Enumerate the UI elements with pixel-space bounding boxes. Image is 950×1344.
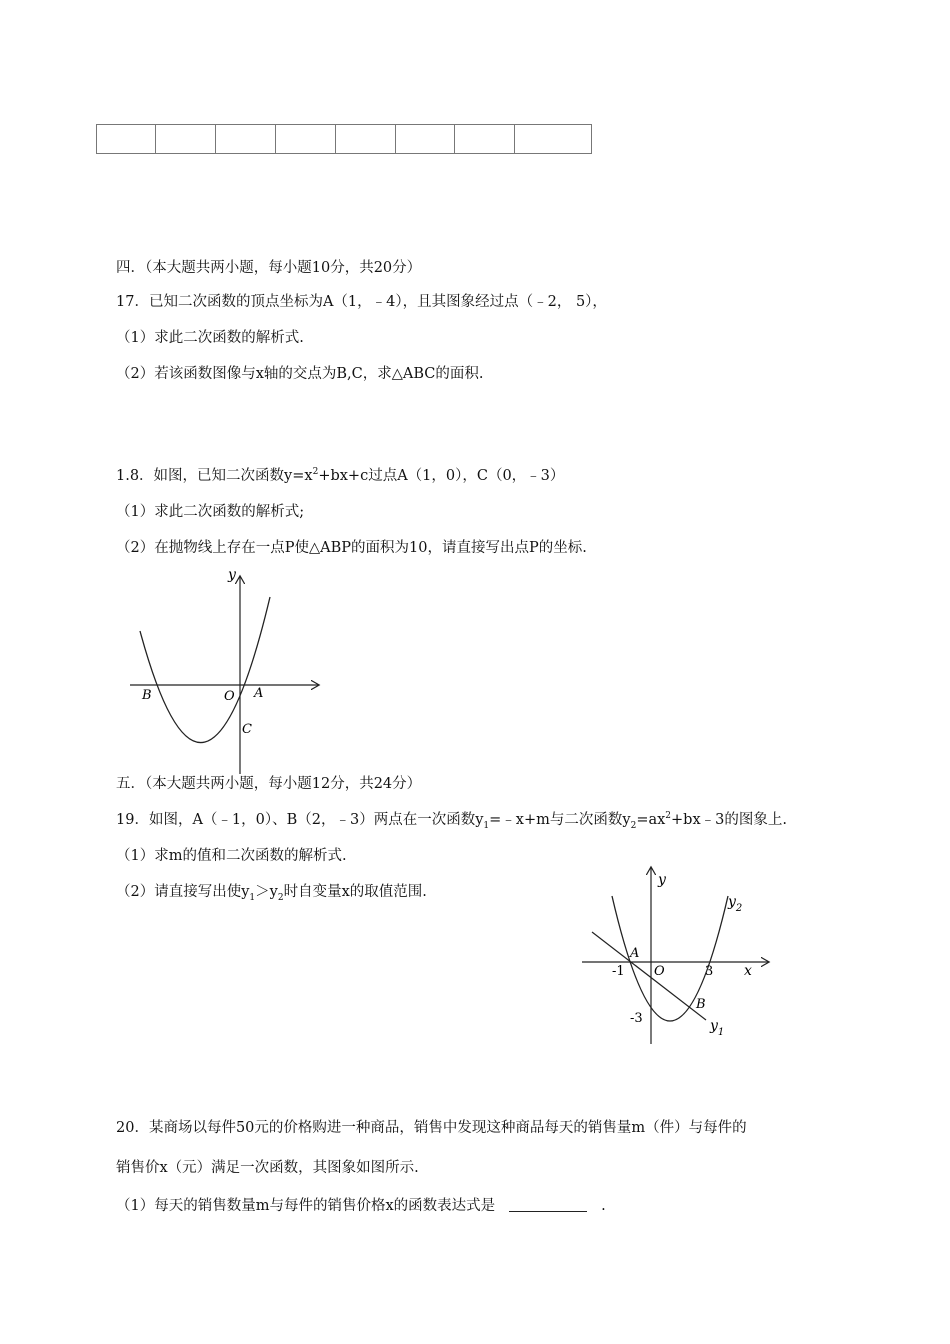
q18-stem [116,466,564,486]
q19-figure [578,862,778,1047]
q19-stem-a: 19．如图，A（﹣1，0）、B（2，﹣3）两点在一次函数y [116,812,484,828]
answer-cell[interactable] [97,125,156,154]
q19-stem-sub2: 2 [630,820,637,831]
q20-answer-blank[interactable] [509,1197,587,1212]
q18-stem-a: 1.8．如图，已知二次函数y=x [116,468,313,484]
q19-stem-b: =﹣x+m与二次函数y [489,812,631,828]
answer-cell[interactable] [216,125,276,154]
q19-part2 [116,882,427,902]
q19-stem-d: +bx﹣3的图象上. [671,812,787,828]
answer-table [96,124,592,154]
q18-stem-b: +bx+c过点A（1，0），C（0，﹣3） [318,468,565,484]
q18-part1: （1）求此二次函数的解析式; [116,504,305,520]
q19-label-y1-main: y [710,1018,718,1034]
q19-label-y: y [658,872,666,888]
q18-label-O: O [224,689,235,704]
q18-parabola-figure [120,565,330,785]
q19-label-minus3: -3 [630,1011,643,1026]
answer-cell[interactable] [396,125,455,154]
answer-cell[interactable] [156,125,216,154]
q19-part1: （1）求m的值和二次函数的解析式. [116,848,347,864]
answer-cell[interactable] [455,125,515,154]
q19-label-A: A [630,946,640,961]
q19-part2-a: （2）请直接写出使y [116,884,250,900]
q20-part1-text: （1）每天的销售数量m与每件的销售价格x的函数表达式是 [116,1198,496,1214]
q18-label-C: C [242,722,252,737]
q19-label-minus1: -1 [612,964,625,979]
q19-label-y2-sub: 2 [735,903,743,914]
q19-label-B: B [696,997,706,1012]
q19-label-y2-main: y [728,894,736,910]
q17-stem: 17．已知二次函数的顶点坐标为A（1，﹣4），且其图象经过点（﹣2， 5）， [116,294,607,310]
q19-label-3: 3 [705,964,714,979]
q19-stem [116,810,787,830]
q20-stem: 20．某商场以每件50元的价格购进一种商品，销售中发现这种商品每天的销售量m（件）与每件的 [116,1120,747,1136]
q18-part2: （2）在抛物线上存在一点P使△ABP的面积为10，请直接写出点P的坐标. [116,540,587,556]
q17-part1: （1）求此二次函数的解析式. [116,330,304,346]
q19-label-O: O [654,964,665,979]
q19-part2-sub2: 2 [277,892,284,903]
q19-label-y2 [727,894,742,914]
q19-part2-c: 时自变量x的取值范围. [283,884,427,900]
q18-label-B: B [142,688,152,703]
q18-parabola-curve [140,597,270,743]
section5-heading: 五．（本大题共两小题，每小题12分，共24分） [116,774,427,794]
q17-part2: （2）若该函数图像与x轴的交点为B,C，求△ABC的面积. [116,366,484,382]
answer-cell[interactable] [276,125,336,154]
answer-cell[interactable] [336,125,396,154]
q18-stem-sup: 2 [312,467,319,478]
q19-line-y1 [592,932,706,1020]
q18-label-y: y [228,567,236,583]
q19-stem-c: =ax [636,812,666,828]
q20-part1-end: . [601,1198,606,1214]
q20-stem2: 销售价x（元）满足一次函数，其图象如图所示. [116,1160,419,1176]
q20-part1 [116,1196,606,1216]
q19-stem-sub1: 1 [483,820,490,831]
q19-stem-sup: 2 [665,811,672,822]
q19-label-y1-sub: 1 [717,1027,725,1038]
q19-part2-b: ＞y [255,884,278,900]
q19-label-x: x [744,963,752,979]
section4-heading: 四．（本大题共两小题，每小题10分，共20分） [116,260,422,276]
q19-part2-sub1: 1 [249,892,256,903]
q19-label-y1 [709,1018,724,1038]
q18-label-A: A [254,686,264,701]
answer-cell[interactable] [515,125,592,154]
